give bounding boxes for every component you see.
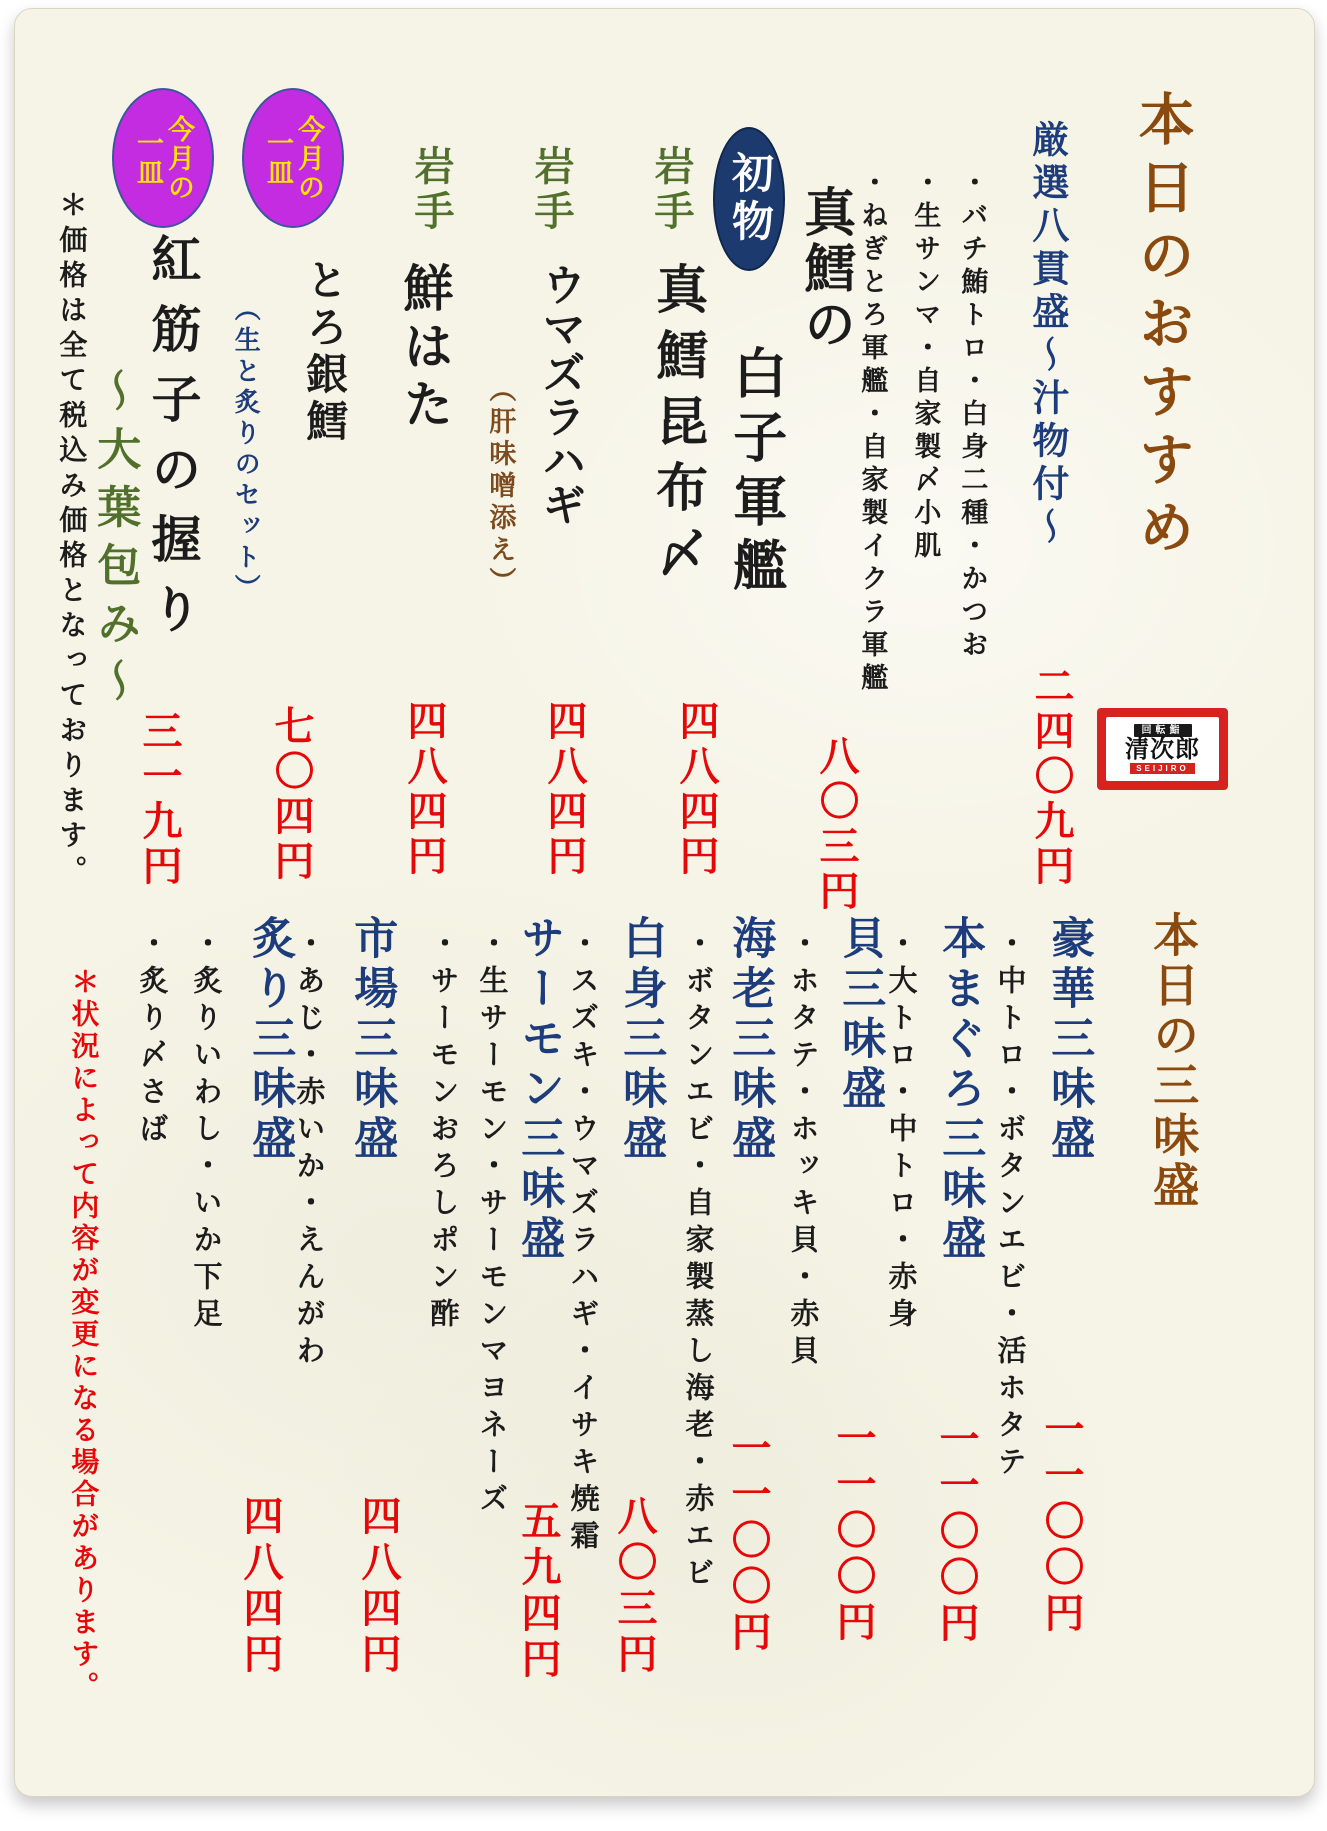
sanmi-honmaguro-price: 一一〇〇円	[934, 1418, 979, 1648]
sanmi-ichiba-detail: ・あじ・赤いか・えんがわ	[292, 928, 325, 1372]
madara-konbu-name: 真鱈昆布〆	[647, 262, 705, 592]
region-label-iwate-3: 岩手	[409, 145, 454, 235]
sanmi-goka-name: 豪華三味盛	[1044, 915, 1094, 1165]
seijiro-logo-inner	[1106, 717, 1219, 781]
bottom-section-title: 本日の三味盛	[1147, 911, 1199, 1211]
benisuji-price: 三一九円	[137, 710, 182, 890]
sanmi-salmon-detail-1: ・生サーモン・サーモンマヨネーズ	[475, 928, 508, 1520]
monthly-dish-badge-2-line1: 今月の	[164, 114, 195, 202]
omakase-detail-1: ・バチ鮪トロ・白身二種・かつお	[957, 168, 988, 663]
sanmi-salmon-price: 五九四円	[516, 1500, 561, 1684]
monthly-dish-badge-2	[112, 88, 214, 228]
sanmi-kai-price: 一一〇〇円	[831, 1417, 876, 1647]
sanmi-ichiba-name: 市場三味盛	[347, 915, 397, 1165]
shirako-item-name-line1: 真鱈の	[795, 185, 853, 353]
kaiten-sushi-banner: 回転鮨	[1134, 724, 1192, 737]
omakase-set-price: 二四〇九円	[1029, 665, 1074, 890]
umazura-note: （肝味噌添え）	[485, 375, 516, 599]
sanmi-ebi-name: 海老三味盛	[725, 915, 775, 1165]
monthly-dish-badge-2-line2: 一皿	[133, 129, 163, 187]
sanmi-goka-detail: ・中トロ・ボタンエビ・活ホタテ	[993, 928, 1026, 1483]
contents-change-note: ＊状況によって内容が変更になる場合があります。	[67, 967, 99, 1703]
sanmi-shiromi-price: 八〇三円	[612, 1495, 657, 1679]
sanmi-aburi-price: 四八四円	[238, 1495, 283, 1679]
first-of-season-badge	[713, 127, 785, 271]
shirako-item-name-line2: 白子軍艦	[725, 345, 786, 601]
region-label-iwate-2: 岩手	[529, 145, 574, 235]
sanmi-salmon-detail-2: ・サーモンおろしポン酢	[426, 928, 459, 1335]
sanmi-kai-detail: ・ホタテ・ホッキ貝・赤貝	[786, 928, 819, 1372]
omakase-set-name: 厳選八貫盛〜汁物付〜	[1025, 120, 1067, 550]
tax-included-note: ＊価格は全て税込み価格となっております。	[55, 190, 87, 890]
sanmi-honmaguro-detail: ・大トロ・中トロ・赤身	[884, 928, 917, 1335]
sanmi-ebi-detail: ・ボタンエビ・自家製蒸し海老・赤エビ	[681, 928, 714, 1594]
senhata-price: 四八四円	[402, 700, 447, 880]
benisuji-name: 紅筋子の握り	[144, 233, 201, 653]
gindara-name: とろ銀鱈	[300, 258, 347, 446]
sanmi-kai-name: 貝三味盛	[835, 915, 885, 1115]
umazura-name: ウマズラハギ	[535, 262, 585, 526]
sanmi-ebi-price: 一一〇〇円	[726, 1427, 771, 1657]
sanmi-aburi-name: 炙り三味盛	[245, 915, 295, 1165]
omakase-detail-2: ・生サンマ・自家製〆小肌	[910, 168, 941, 564]
shirako-item-price: 八〇三円	[814, 735, 859, 915]
madara-konbu-price: 四八四円	[674, 700, 719, 880]
monthly-dish-badge-1-line1: 今月の	[294, 114, 325, 202]
seijiro-logo	[1097, 708, 1228, 790]
sanmi-goka-price: 一一〇〇円	[1039, 1408, 1084, 1638]
benisuji-note: 〜大葉包み〜	[90, 368, 140, 716]
seijiro-logo-roman: SEIJIRO	[1130, 763, 1195, 774]
umazura-price: 四八四円	[542, 700, 587, 880]
senhata-name: 鮮はた	[396, 262, 453, 436]
sanmi-shiromi-name: 白身三味盛	[616, 915, 666, 1165]
monthly-dish-badge-1-line2: 一皿	[263, 129, 293, 187]
sanmi-salmon-name: サーモン三味盛	[514, 915, 564, 1265]
gindara-note: （生と炙りのセット）	[231, 295, 261, 605]
omakase-detail-3: ・ねぎとろ軍艦・自家製イクラ軍艦	[857, 168, 888, 696]
first-of-season-badge-label: 初物	[726, 151, 772, 247]
monthly-dish-badge-1	[242, 88, 344, 228]
top-section-title: 本日のおすすめ	[1130, 90, 1193, 566]
sanmi-ichiba-price: 四八四円	[356, 1495, 401, 1679]
region-label-iwate-1: 岩手	[649, 145, 694, 235]
sanmi-aburi-detail-2: ・炙り〆さば	[135, 928, 168, 1150]
seijiro-logo-name: 清次郎	[1125, 737, 1200, 763]
sanmi-honmaguro-name: 本まぐろ三味盛	[935, 915, 985, 1265]
gindara-price: 七〇四円	[269, 705, 314, 885]
sanmi-aburi-detail-1: ・炙りいわし・いか下足	[189, 928, 222, 1335]
sanmi-shiromi-detail: ・スズキ・ウマズラハギ・イサキ焼霜	[566, 928, 599, 1557]
